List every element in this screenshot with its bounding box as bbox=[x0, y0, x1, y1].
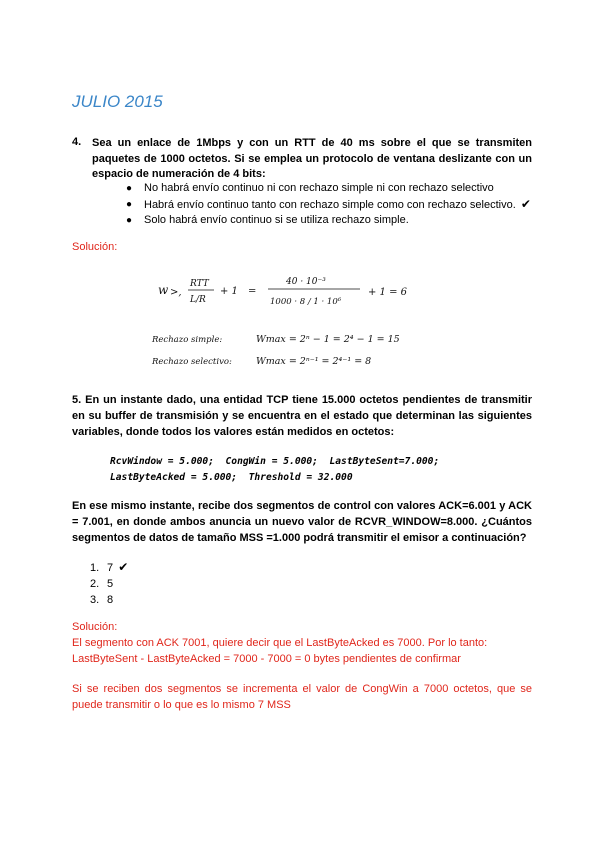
option-item: 2. 5 bbox=[90, 578, 114, 590]
option-item: 1. 7 ✔ bbox=[90, 560, 129, 574]
question-5-solution-label: Solución: bbox=[72, 621, 118, 633]
hw-simple-label: Rechazo simple: bbox=[152, 335, 223, 345]
question-4-solution-label: Solución: bbox=[72, 241, 118, 253]
question-5-options bbox=[90, 559, 128, 608]
question-5-solution-paragraph: Si se reciben dos segmentos se incrementa el valor de CongWin a 7000 octetos, que se puede transmitir o lo que es lo mismo 7 MSS bbox=[72, 683, 532, 711]
hw-denominator: 1000 · 8 / 1 · 10⁶ bbox=[270, 297, 342, 307]
hw-w-symbol: w bbox=[158, 283, 169, 297]
hw-selective-formula: Wmax = 2ⁿ⁻¹ = 2⁴⁻¹ = 8 bbox=[256, 356, 372, 367]
question-5-solution-line: El segmento con ACK 7001, quiere decir que el LastByteAcked es 7000. Por lo tanto: bbox=[72, 637, 488, 649]
question-5-solution-line: LastByteSent - LastByteAcked = 7000 - 7000 = 0 bytes pendientes de confirmar bbox=[72, 653, 461, 665]
tcp-variables-code bbox=[110, 454, 439, 485]
hw-numerator: 40 · 10⁻³ bbox=[286, 277, 326, 287]
question-4-options bbox=[126, 181, 546, 229]
hw-tail: + 1 = 6 bbox=[368, 287, 408, 298]
hw-lr: L/R bbox=[190, 295, 206, 305]
handwritten-solution bbox=[150, 272, 450, 372]
question-5-text: En ese mismo instante, recibe dos segmentos de control con valores ACK=6.001 y ACK = 7.001, en donde ambos anuncia un nuevo valor de RCVR_WINDOW=8.000. ¿Cuántos segmentos de datos de tamaño MSS =1.000 podrá transmitir el emisor a continuación? bbox=[72, 500, 532, 544]
bullet-icon: ● bbox=[126, 198, 133, 210]
question-5-intro: 5. En un instante dado, una entidad TCP tiene 15.000 octetos pendientes de transmitir en su buffer de transmisión y se encuentra en el estado que determinan las siguientes variables, donde todos los valores están medidos en octetos: bbox=[72, 394, 532, 438]
hw-plus1: + 1 bbox=[220, 286, 238, 297]
bullet-icon: ● bbox=[126, 183, 133, 194]
question-4-text: Sea un enlace de 1Mbps y con un RTT de 40 ms sobre el que se transmiten paquetes de 1000 octetos. Si se emplea un protocolo de ventana deslizante con un espacio de numeración de 4 bits: bbox=[92, 137, 532, 180]
question-4-number: 4. bbox=[72, 136, 82, 148]
hw-rtt: RTT bbox=[190, 279, 209, 289]
hw-equals: = bbox=[248, 286, 257, 297]
hw-selective-label: Rechazo selectivo: bbox=[152, 357, 232, 367]
code-line: RcvWindow = 5.000; CongWin = 5.000; LastByteSent=7.000; bbox=[110, 456, 440, 467]
page-title: JULIO 2015 bbox=[72, 92, 163, 111]
checkmark-icon: ✔ bbox=[520, 196, 531, 211]
option-item: ● No habrá envío continuo ni con rechazo simple ni con rechazo selectivo bbox=[126, 181, 546, 197]
option-item: 3. 8 bbox=[90, 594, 114, 606]
hw-geq: >, bbox=[170, 287, 182, 298]
hw-simple-formula: Wmax = 2ⁿ − 1 = 2⁴ − 1 = 15 bbox=[256, 334, 400, 345]
option-item: ● Solo habrá envío continuo si se utiliza rechazo simple. bbox=[126, 213, 546, 229]
checkmark-icon: ✔ bbox=[118, 560, 129, 574]
code-line: LastByteAcked = 5.000; Threshold = 32.000 bbox=[110, 471, 353, 483]
option-item: ● Habrá envío continuo tanto con rechazo simple como con rechazo selectivo. ✔ bbox=[126, 196, 531, 211]
bullet-icon: ● bbox=[126, 215, 133, 226]
